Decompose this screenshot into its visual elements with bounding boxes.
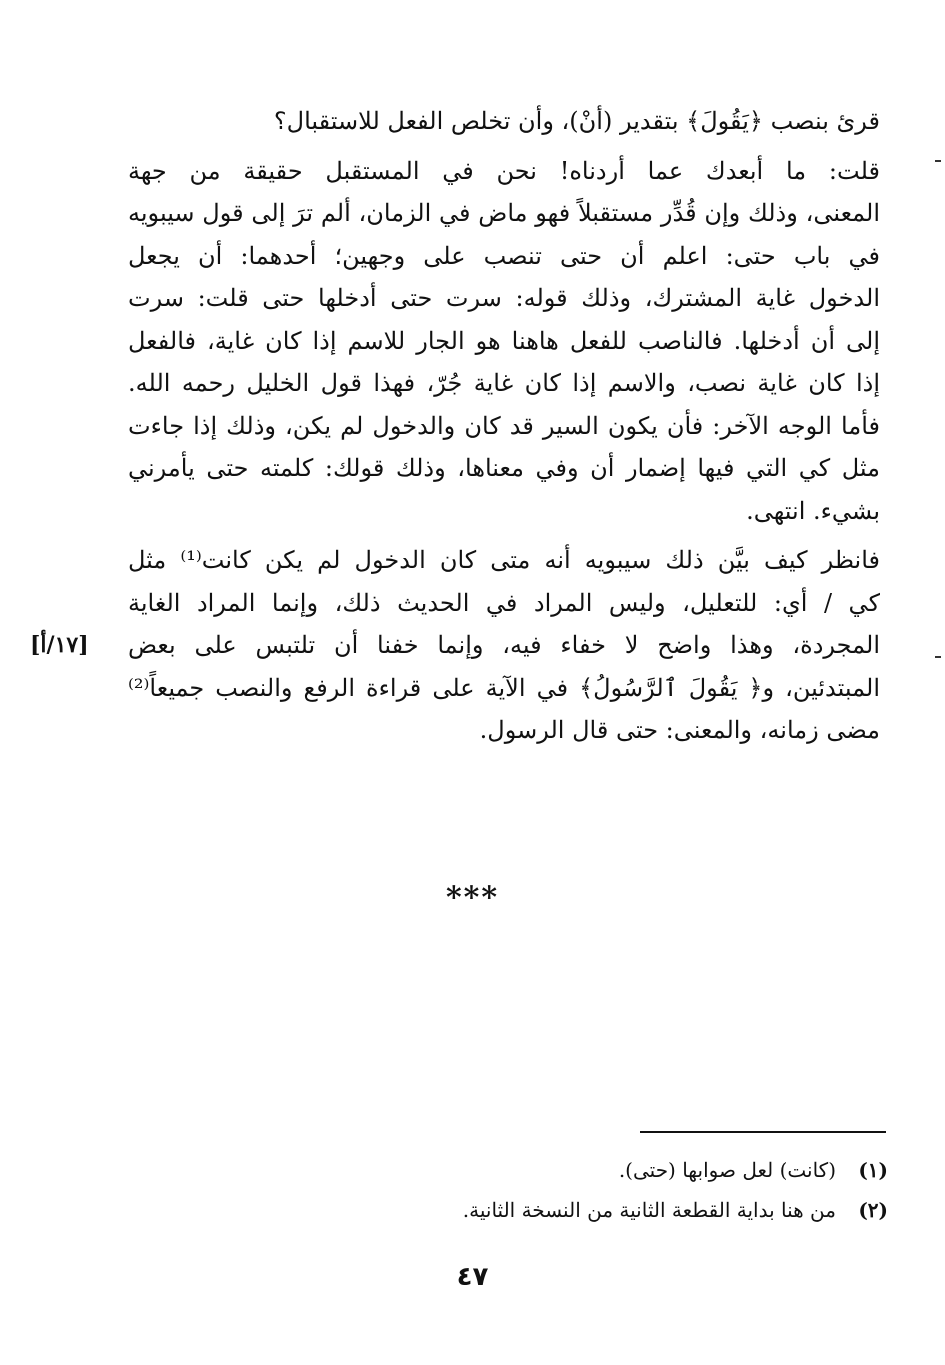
footnote-item xyxy=(300,1190,888,1230)
scan-margin-mark xyxy=(935,160,941,162)
paragraph-gap xyxy=(128,143,880,150)
text-line: إلى أن أدخلها. فالناصب للفعل هاهنا هو الجار للاسم إذا كان غاية، فالفعل xyxy=(128,326,880,355)
text-line: قلت: ما أبعدك عما أردناه! نحن في المستقبل حقيقة من جهة xyxy=(128,156,880,185)
scan-margin-mark xyxy=(935,656,941,658)
footnote-divider xyxy=(640,1131,886,1133)
text-line: في باب حتى: اعلم أن حتى تنصب على وجهين؛ أحدهما: أن يجعل xyxy=(128,241,880,270)
text-line: فأما الوجه الآخر: فأن يكون السير قد كان والدخول لم يكن، وذلك إذا جاءت xyxy=(128,411,880,440)
footnotes xyxy=(300,1150,888,1230)
footnote-text: (كانت) لعل صوابها (حتى). xyxy=(618,1158,836,1182)
text-line: إذا كان غاية نصب، والاسم إذا كان غاية جُرّ، فهذا قول الخليل رحمه الله. xyxy=(128,369,880,397)
text-line: المجردة، وهذا واضح لا خفاء فيه، وإنما خفنا أن تلتبس على بعض xyxy=(128,631,880,659)
footnote-number: (١) xyxy=(858,1158,888,1182)
text-line: فانظر كيف بيَّن ذلك سيبويه أنه متى كان الدخول لم يكن كانت⁽¹⁾ مثل xyxy=(128,546,880,574)
footnote-number: (٢) xyxy=(858,1198,888,1222)
main-text xyxy=(128,100,880,752)
text-line: المعنى، وذلك وإن قُدِّر مستقبلاً فهو ماض في الزمان، ألم ترَ إلى قول سيبويه xyxy=(128,199,880,227)
text-line: المبتدئين، و﴿ يَقُولَ ٱلرَّسُولُ﴾ في الآية على قراءة الرفع والنصب جميعاً⁽²⁾ xyxy=(128,673,880,702)
page-number: ٤٧ xyxy=(456,1262,489,1292)
text-line: مثل كي التي فيها إضمار أن وفي معناها، وذلك قولك: كلمته حتى يأمرني xyxy=(128,454,880,482)
section-separator: ⁎⁎⁎ xyxy=(445,872,500,907)
paragraph-gap xyxy=(128,532,880,539)
text-line: كي / أي: للتعليل، وليس المراد في الحديث ذلك، وإنما المراد الغاية xyxy=(128,588,880,617)
footnote-item xyxy=(300,1150,888,1190)
text-line: الدخول غاية المشترك، وذلك قوله: سرت حتى أدخلها حتى قلت: سرت xyxy=(128,284,880,312)
footnote-text: من هنا بداية القطعة الثانية من النسخة الثانية. xyxy=(462,1198,836,1222)
text-line: قرئ بنصب ﴿يَقُولَ﴾ بتقدير (أنْ)، وأن تخلص الفعل للاستقبال؟ xyxy=(273,107,880,135)
manuscript-folio-reference: [١٧/أ] xyxy=(30,632,89,658)
text-line: بشيء. انتهى. xyxy=(746,496,880,525)
text-line: مضى زمانه، والمعنى: حتى قال الرسول. xyxy=(479,716,880,744)
